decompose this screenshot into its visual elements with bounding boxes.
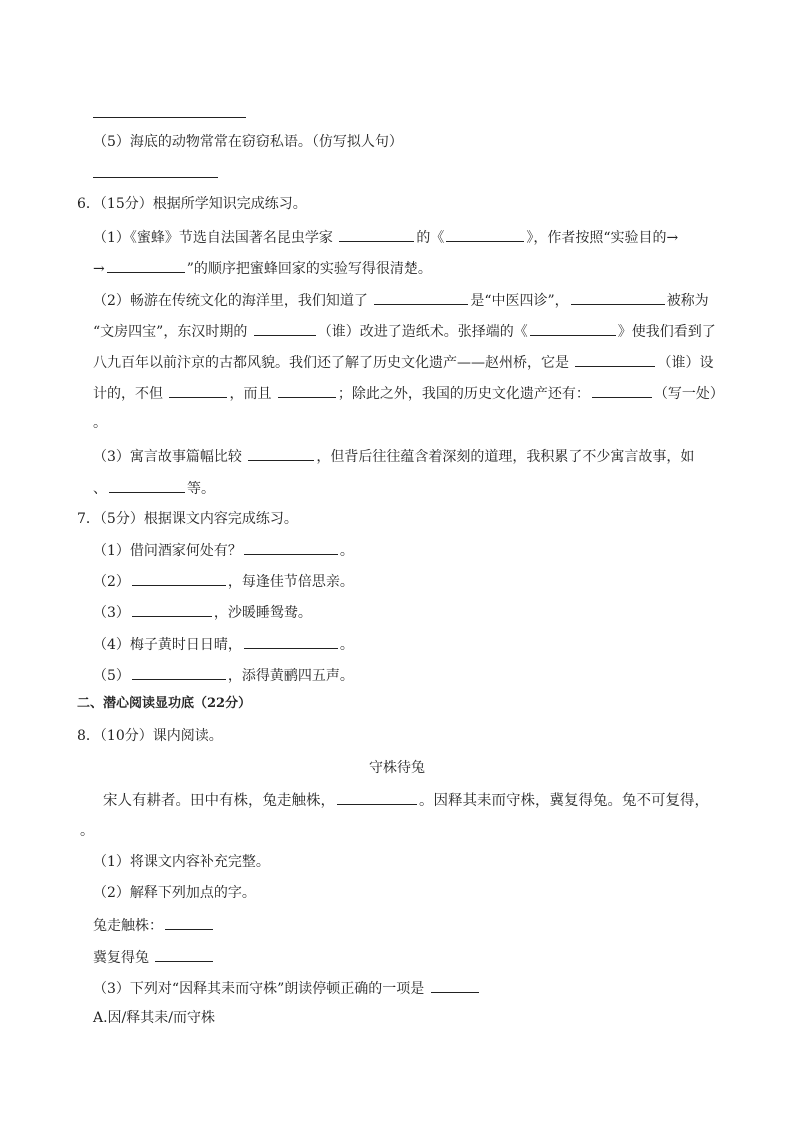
q8-sub2: （2）解释下列加点的字。 [93,885,256,901]
blank[interactable] [244,539,338,555]
blank[interactable] [374,289,468,305]
passage-line2: 。 [80,823,94,839]
blank[interactable] [132,570,226,586]
blank[interactable] [109,477,185,493]
q6-part2-line5: 。 [93,415,107,431]
blank[interactable] [431,977,479,993]
q7-line3: （3） ，沙暖睡鸳鸯。 [93,601,312,623]
q6-part2-line2: “文房四宝”，东汉时期的 （谁）改进了造纸术。张择端的《 》使我们看到了 [93,320,716,342]
blank[interactable] [337,789,417,805]
q7-line1: （1）借问酒家何处有？ 。 [93,539,354,561]
q6-part1-line1: （1）《蜜蜂》节选自法国著名昆虫学家 的《 》，作者按照“实验目的→ [93,226,678,248]
blank[interactable] [248,445,314,461]
answer-line[interactable] [93,177,218,178]
blank[interactable] [165,914,213,930]
blank[interactable] [592,382,652,398]
q8-sub3: （3）下列对“因释其耒而守株”朗读停顿正确的一项是 [93,977,481,999]
blank[interactable] [575,351,655,367]
q6-part1-line2: → ”的顺序把蜜蜂回家的实验写得很清楚。 [93,257,432,279]
q4-item5: （5）海底的动物常常在窃窃私语。（仿写拟人句） [93,134,403,150]
q6-part3-line2: 、 等。 [93,477,215,499]
question-7-heading: 7．（5分）根据课文内容完成练习。 [77,511,298,527]
q6-part3-line1: （3）寓言故事篇幅比较 ，但背后往往蕴含着深刻的道理，我积累了不少寓言故事，如 [93,445,694,467]
q7-line2: （2） ，每逢佳节倍思亲。 [93,570,354,592]
blank[interactable] [446,226,524,242]
option-a[interactable]: A.因/释其耒/而守株 [93,1010,215,1026]
blank[interactable] [169,382,227,398]
blank[interactable] [132,664,226,680]
q6-part2-line3: 八九百年以前汴京的古都风貌。我们还了解了历史文化遗产——赵州桥，它是 （谁）设 [93,351,713,373]
section-2-heading: 二、潜心阅读显功底（22分） [77,696,252,711]
passage-title: 守株待兔 [369,760,425,776]
question-8-heading: 8．（10分）课内阅读。 [77,728,223,744]
blank[interactable] [132,601,212,617]
blank[interactable] [244,633,338,649]
blank[interactable] [254,320,316,336]
blank[interactable] [571,289,665,305]
question-6-heading: 6．（15分）根据所学知识完成练习。 [77,196,307,212]
blank[interactable] [339,226,414,242]
q6-part2-line1: （2）畅游在传统文化的海洋里，我们知道了 是“中医四诊”， 被称为 [93,289,709,311]
answer-line[interactable] [93,117,246,118]
blank[interactable] [107,257,185,273]
q8-sub1: （1）将课文内容补充完整。 [93,854,270,870]
blank[interactable] [530,320,616,336]
q7-line4: （4）梅子黄时日日晴， 。 [93,633,354,655]
blank[interactable] [278,382,336,398]
word-explain-1: 兔走触株： [93,914,215,936]
word-explain-2: 冀复得兔 [93,946,215,968]
q7-line5: （5） ，添得黄鹂四五声。 [93,664,354,686]
passage-line1: 宋人有耕者。田中有株，兔走触株， 。因释其耒而守株，冀复得兔。兔不可复得， [103,789,709,811]
q6-part2-line4: 计的，不但 ，而且 ；除此之外，我国的历史文化遗产还有： （写一处） [93,382,724,404]
blank[interactable] [155,946,213,962]
